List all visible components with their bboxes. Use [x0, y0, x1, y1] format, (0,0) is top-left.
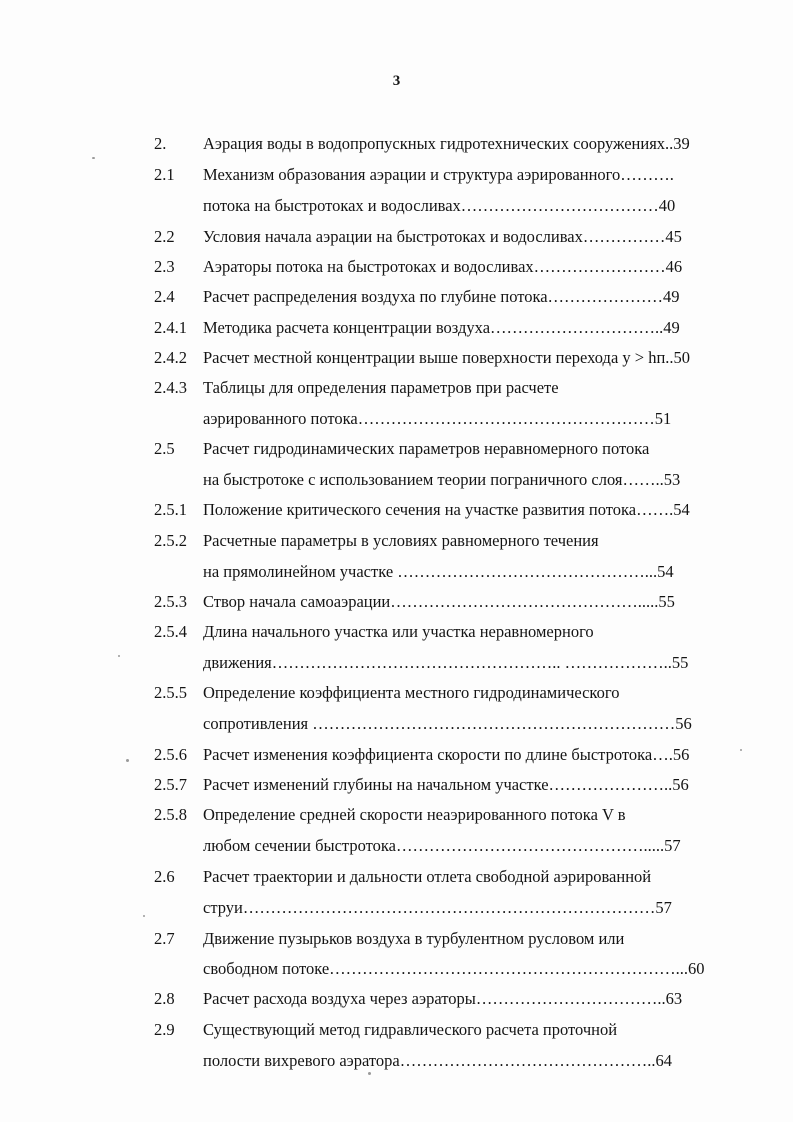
toc-entry-number: 2.4: [154, 287, 175, 306]
toc-entry-number: 2.5.8: [154, 805, 187, 824]
toc-entry-text: свободном потоке………………………………………………………...60: [203, 959, 705, 978]
toc-entry-text: Условия начала аэрации на быстротоках и водосливах……………45: [203, 227, 682, 246]
toc-entry-text: Механизм образования аэрации и структура аэрированного……….: [203, 165, 674, 184]
toc-entry-text: Расчет гидродинамических параметров неравномерного потока: [203, 439, 650, 458]
toc-entry-text: полости вихревого аэратора………………………………………..64: [203, 1051, 672, 1070]
toc-entry-text: струи…………………………………………………………………57: [203, 898, 672, 917]
toc-entry-number: 2.4.1: [154, 318, 187, 337]
toc-entry-number: 2.3: [154, 257, 175, 276]
scan-speck: [740, 749, 742, 751]
toc-entry-text: Определение средней скорости неаэрированного потока V в: [203, 805, 626, 824]
toc-entry-text: Длина начального участка или участка неравномерного: [203, 622, 594, 641]
toc-entry-text: Створ начала самоаэрации……………………………………….....55: [203, 592, 675, 611]
toc-entry-text: Расчет распределения воздуха по глубине потока…………………49: [203, 287, 680, 306]
toc-entry-number: 2.5.6: [154, 745, 187, 764]
toc-entry-number: 2.5.7: [154, 775, 187, 794]
toc-entry-text: Расчет изменений глубины на начальном участке…………………..56: [203, 775, 689, 794]
toc-entry-number: 2.5.2: [154, 531, 187, 550]
toc-entry-number: 2.1: [154, 165, 175, 184]
scan-speck: [118, 655, 120, 657]
toc-entry-text: потока на быстротоках и водосливах………………………………40: [203, 196, 676, 215]
scan-speck: [92, 157, 95, 159]
toc-entry-text: любом сечении быстротока……………………………………….....57: [203, 836, 681, 855]
toc-entry-number: 2.: [154, 134, 167, 153]
scan-speck: [143, 915, 145, 917]
toc-entry-text: на быстротоке с использованием теории пограничного слоя……..53: [203, 470, 681, 489]
toc-entry-text: Расчетные параметры в условиях равномерного течения: [203, 531, 599, 550]
toc-entry-number: 2.5.3: [154, 592, 187, 611]
scan-speck: [368, 1072, 371, 1075]
scan-speck: [126, 759, 129, 762]
toc-entry-number: 2.7: [154, 929, 175, 948]
page-number: 3: [392, 73, 401, 89]
toc-entry-text: Определение коэффициента местного гидродинамического: [203, 683, 620, 702]
toc-entry-number: 2.5.1: [154, 500, 187, 519]
toc-entry-text: Существующий метод гидравлического расчета проточной: [203, 1020, 618, 1039]
toc-entry-number: 2.6: [154, 867, 175, 886]
toc-entry-number: 2.4.3: [154, 378, 187, 397]
toc-entry-text: движения…………………………………………….. ………………..55: [203, 653, 689, 672]
toc-entry-number: 2.5.5: [154, 683, 187, 702]
toc-entry-number: 2.2: [154, 227, 175, 246]
toc-entry-text: Расчет траектории и дальности отлета свободной аэрированной: [203, 867, 652, 886]
toc-entry-text: Расчет изменения коэффициента скорости по длине быстротока….56: [203, 745, 690, 764]
toc-entry-text: Положение критического сечения на участке развития потока…….54: [203, 500, 690, 519]
toc-entry-text: Расчет местной концентрации выше поверхности перехода y > hп..50: [203, 348, 691, 367]
toc-entry-text: Движение пузырьков воздуха в турбулентном русловом или: [203, 929, 625, 948]
toc-entry-text: аэрированного потока………………………………………………51: [203, 409, 672, 428]
toc-entry-text: Аэраторы потока на быстротоках и водосливах……………………46: [203, 257, 683, 276]
toc-entry-number: 2.9: [154, 1020, 175, 1039]
toc-entry-text: Методика расчета концентрации воздуха…………………………..49: [203, 318, 680, 337]
toc-entry-number: 2.5.4: [154, 622, 187, 641]
toc-entry-text: сопротивления …………………………………………………………56: [203, 714, 692, 733]
toc-entry-text: Аэрация воды в водопропускных гидротехнических сооружениях..39: [203, 134, 690, 153]
toc-entry-number: 2.5: [154, 439, 175, 458]
toc-entry-text: Таблицы для определения параметров при расчете: [203, 378, 559, 397]
toc-entry-number: 2.4.2: [154, 348, 187, 367]
toc-entry-number: 2.8: [154, 989, 175, 1008]
toc-entry-text: на прямолинейном участке ………………………………………...54: [203, 562, 674, 581]
toc-entry-text: Расчет расхода воздуха через аэраторы……………………………..63: [203, 989, 683, 1008]
